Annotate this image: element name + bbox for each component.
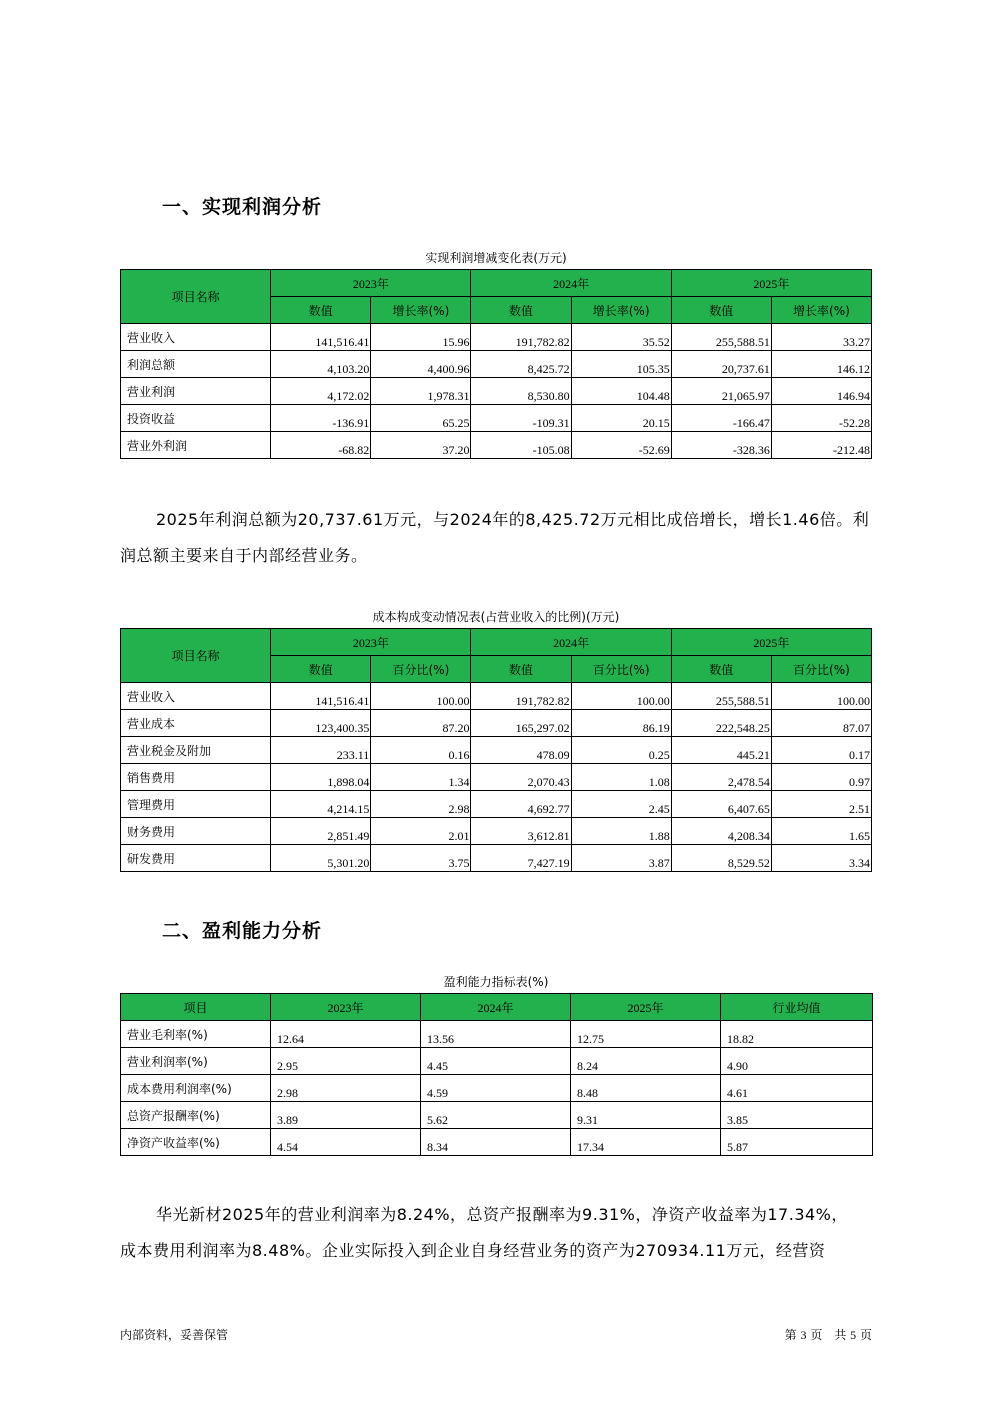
table-cell: -105.08 — [471, 432, 571, 459]
table-cell: 4,400.96 — [371, 351, 471, 378]
row-label: 营业收入 — [121, 683, 271, 710]
table2-name-header: 项目名称 — [121, 629, 271, 683]
section-title-profitability: 二、盈利能力分析 — [162, 920, 323, 942]
table-cell: 2.95 — [271, 1048, 421, 1075]
paragraph-line: 华光新材2025年的营业利润率为8.24%，总资产报酬率为9.31%，净资产收益率为17.34%， — [156, 1205, 848, 1224]
paragraph-line: 2025年利润总额为20,737.61万元，与2024年的8,425.72万元相比成倍增长，增长1.46倍。利 — [156, 510, 870, 529]
table-cell: 2,070.43 — [471, 764, 571, 791]
table-cell: 8,529.52 — [671, 845, 771, 872]
table2-year-header: 2025年 — [671, 629, 871, 656]
table-row — [121, 351, 872, 378]
table-cell: 0.97 — [771, 764, 871, 791]
table-cell: 233.11 — [271, 737, 371, 764]
table-row — [121, 405, 872, 432]
table-row — [121, 764, 872, 791]
paragraph-profit — [120, 502, 876, 574]
row-label: 研发费用 — [121, 845, 271, 872]
table-cell: 3.85 — [721, 1102, 873, 1129]
table-row — [121, 1021, 873, 1048]
table2-sub-header: 数值 — [471, 656, 571, 683]
table-cell: 0.17 — [771, 737, 871, 764]
table-cell: 8.34 — [421, 1129, 571, 1156]
row-label: 营业毛利率(%) — [121, 1021, 271, 1048]
table-cell: -52.28 — [771, 405, 871, 432]
table1-sub-header: 数值 — [271, 297, 371, 324]
table-cell: 8.24 — [571, 1048, 721, 1075]
table-cell: 165,297.02 — [471, 710, 571, 737]
table-cell: 21,065.97 — [671, 378, 771, 405]
table-cell: 2,851.49 — [271, 818, 371, 845]
table-cell: 100.00 — [771, 683, 871, 710]
table-cell: 20.15 — [571, 405, 671, 432]
table-cell: 478.09 — [471, 737, 571, 764]
table-cell: 0.25 — [571, 737, 671, 764]
table3-header: 2025年 — [571, 994, 721, 1021]
table-row — [121, 1048, 873, 1075]
table-cell: 35.52 — [571, 324, 671, 351]
table-cell: 8,425.72 — [471, 351, 571, 378]
table-cell: 2,478.54 — [671, 764, 771, 791]
table-cell: 2.51 — [771, 791, 871, 818]
table-cell: 2.45 — [571, 791, 671, 818]
table2-year-header: 2024年 — [471, 629, 671, 656]
table-cell: 3.34 — [771, 845, 871, 872]
table-cell: -52.69 — [571, 432, 671, 459]
table-cell: 1.88 — [571, 818, 671, 845]
table-row — [121, 737, 872, 764]
table1-name-header: 项目名称 — [121, 270, 271, 324]
table3-header: 行业均值 — [721, 994, 873, 1021]
table-cell: 8.48 — [571, 1075, 721, 1102]
table1-caption: 实现利润增减变化表(万元) — [425, 251, 567, 265]
table-cell: 8,530.80 — [471, 378, 571, 405]
table-cell: 3.89 — [271, 1102, 421, 1129]
table-cell: 5.62 — [421, 1102, 571, 1129]
table3-body — [121, 1021, 873, 1156]
table-cell: 4.54 — [271, 1129, 421, 1156]
table-cell: 12.75 — [571, 1021, 721, 1048]
table-cell: 17.34 — [571, 1129, 721, 1156]
table-cell: 7,427.19 — [471, 845, 571, 872]
table2-caption: 成本构成变动情况表(占营业收入的比例)(万元) — [372, 610, 620, 624]
table-cell: 146.12 — [771, 351, 871, 378]
table-cell: 12.64 — [271, 1021, 421, 1048]
table-cell: 2.98 — [371, 791, 471, 818]
table-cell: -212.48 — [771, 432, 871, 459]
table-cell: 100.00 — [571, 683, 671, 710]
row-label: 营业成本 — [121, 710, 271, 737]
table-cell: -166.47 — [671, 405, 771, 432]
table-cell: 123,400.35 — [271, 710, 371, 737]
paragraph-profitability — [120, 1197, 876, 1269]
table-row — [121, 710, 872, 737]
table-cell: 146.94 — [771, 378, 871, 405]
table3-header: 2023年 — [271, 994, 421, 1021]
page-suffix: 页 — [859, 1328, 872, 1342]
table-cell: 5.87 — [721, 1129, 873, 1156]
table1-year-header: 2023年 — [271, 270, 471, 297]
table-cell: 20,737.61 — [671, 351, 771, 378]
table-cell: 4,214.15 — [271, 791, 371, 818]
table-cell: 191,782.82 — [471, 683, 571, 710]
table-cell: 87.20 — [371, 710, 471, 737]
table2-sub-header: 百分比(%) — [371, 656, 471, 683]
page-mid: 页 共 — [810, 1328, 847, 1342]
table-cell: -109.31 — [471, 405, 571, 432]
table1-sub-header: 数值 — [471, 297, 571, 324]
table-row — [121, 324, 872, 351]
table2-sub-header: 数值 — [271, 656, 371, 683]
table-cell: 37.20 — [371, 432, 471, 459]
table-row — [121, 432, 872, 459]
table-cell: 3.87 — [571, 845, 671, 872]
table-cell: 255,588.51 — [671, 683, 771, 710]
table-cell: 1.65 — [771, 818, 871, 845]
table-cell: 2.01 — [371, 818, 471, 845]
cost-structure-table — [120, 628, 872, 872]
table-cell: 33.27 — [771, 324, 871, 351]
table-cell: 15.96 — [371, 324, 471, 351]
table-row — [121, 1075, 873, 1102]
table1-sub-header: 增长率(%) — [371, 297, 471, 324]
table-row — [121, 1102, 873, 1129]
table-cell: 1,978.31 — [371, 378, 471, 405]
footer-confidential: 内部资料，妥善保管 — [120, 1328, 229, 1342]
table-cell: 141,516.41 — [271, 324, 371, 351]
row-label: 成本费用利润率(%) — [121, 1075, 271, 1102]
table-cell: 191,782.82 — [471, 324, 571, 351]
table1-body — [121, 324, 872, 459]
row-label: 销售费用 — [121, 764, 271, 791]
table-cell: 4,172.02 — [271, 378, 371, 405]
table-cell: 4,103.20 — [271, 351, 371, 378]
table-cell: 104.48 — [571, 378, 671, 405]
table3-caption: 盈利能力指标表(%) — [443, 975, 549, 989]
page-current: 3 — [800, 1328, 807, 1342]
row-label: 投资收益 — [121, 405, 271, 432]
table-row — [121, 378, 872, 405]
table-cell: -68.82 — [271, 432, 371, 459]
table-cell: 13.56 — [421, 1021, 571, 1048]
table1-year-header: 2025年 — [671, 270, 871, 297]
table1-sub-header: 数值 — [671, 297, 771, 324]
table-cell: 86.19 — [571, 710, 671, 737]
table2-sub-header: 数值 — [671, 656, 771, 683]
row-label: 总资产报酬率(%) — [121, 1102, 271, 1129]
table-cell: 3.75 — [371, 845, 471, 872]
row-label: 利润总额 — [121, 351, 271, 378]
table-cell: 4.90 — [721, 1048, 873, 1075]
table-cell: 2.98 — [271, 1075, 421, 1102]
table-cell: 1.34 — [371, 764, 471, 791]
table-cell: 3,612.81 — [471, 818, 571, 845]
table-cell: 4.45 — [421, 1048, 571, 1075]
table1-sub-header: 增长率(%) — [771, 297, 871, 324]
table-cell: 18.82 — [721, 1021, 873, 1048]
profit-change-table — [120, 269, 872, 459]
row-label: 营业税金及附加 — [121, 737, 271, 764]
table-row — [121, 845, 872, 872]
table3-header: 2024年 — [421, 994, 571, 1021]
row-label: 净资产收益率(%) — [121, 1129, 271, 1156]
row-label: 营业利润 — [121, 378, 271, 405]
table-cell: 4.59 — [421, 1075, 571, 1102]
row-label: 营业收入 — [121, 324, 271, 351]
footer-page-number — [785, 1326, 872, 1343]
row-label: 财务费用 — [121, 818, 271, 845]
paragraph-line: 润总额主要来自于内部经营业务。 — [120, 546, 368, 565]
row-label: 管理费用 — [121, 791, 271, 818]
table1-year-header: 2024年 — [471, 270, 671, 297]
table-cell: 4.61 — [721, 1075, 873, 1102]
table-cell: 65.25 — [371, 405, 471, 432]
table-cell: 222,548.25 — [671, 710, 771, 737]
table-cell: 5,301.20 — [271, 845, 371, 872]
table-cell: 4,208.34 — [671, 818, 771, 845]
table-cell: 6,407.65 — [671, 791, 771, 818]
table2-sub-header: 百分比(%) — [771, 656, 871, 683]
table-cell: 105.35 — [571, 351, 671, 378]
page-prefix: 第 — [784, 1328, 797, 1342]
table-row — [121, 1129, 873, 1156]
table-cell: -136.91 — [271, 405, 371, 432]
table-cell: 87.07 — [771, 710, 871, 737]
table-cell: 255,588.51 — [671, 324, 771, 351]
table-row — [121, 818, 872, 845]
table-cell: 445.21 — [671, 737, 771, 764]
page-total: 5 — [850, 1328, 857, 1342]
profitability-table — [120, 993, 873, 1156]
table3-header: 项目 — [121, 994, 271, 1021]
table2-year-header: 2023年 — [271, 629, 471, 656]
table-cell: 0.16 — [371, 737, 471, 764]
table-cell: 100.00 — [371, 683, 471, 710]
table2-body — [121, 683, 872, 872]
table2-sub-header: 百分比(%) — [571, 656, 671, 683]
table-row — [121, 791, 872, 818]
paragraph-line: 成本费用利润率为8.48%。企业实际投入到企业自身经营业务的资产为270934.11万元，经营资 — [120, 1241, 826, 1260]
table-cell: 1.08 — [571, 764, 671, 791]
table-cell: 141,516.41 — [271, 683, 371, 710]
table-cell: 1,898.04 — [271, 764, 371, 791]
table-row — [121, 683, 872, 710]
section-title-profit: 一、实现利润分析 — [162, 196, 323, 218]
table-cell: 4,692.77 — [471, 791, 571, 818]
table-cell: 9.31 — [571, 1102, 721, 1129]
table1-sub-header: 增长率(%) — [571, 297, 671, 324]
row-label: 营业外利润 — [121, 432, 271, 459]
table-cell: -328.36 — [671, 432, 771, 459]
row-label: 营业利润率(%) — [121, 1048, 271, 1075]
